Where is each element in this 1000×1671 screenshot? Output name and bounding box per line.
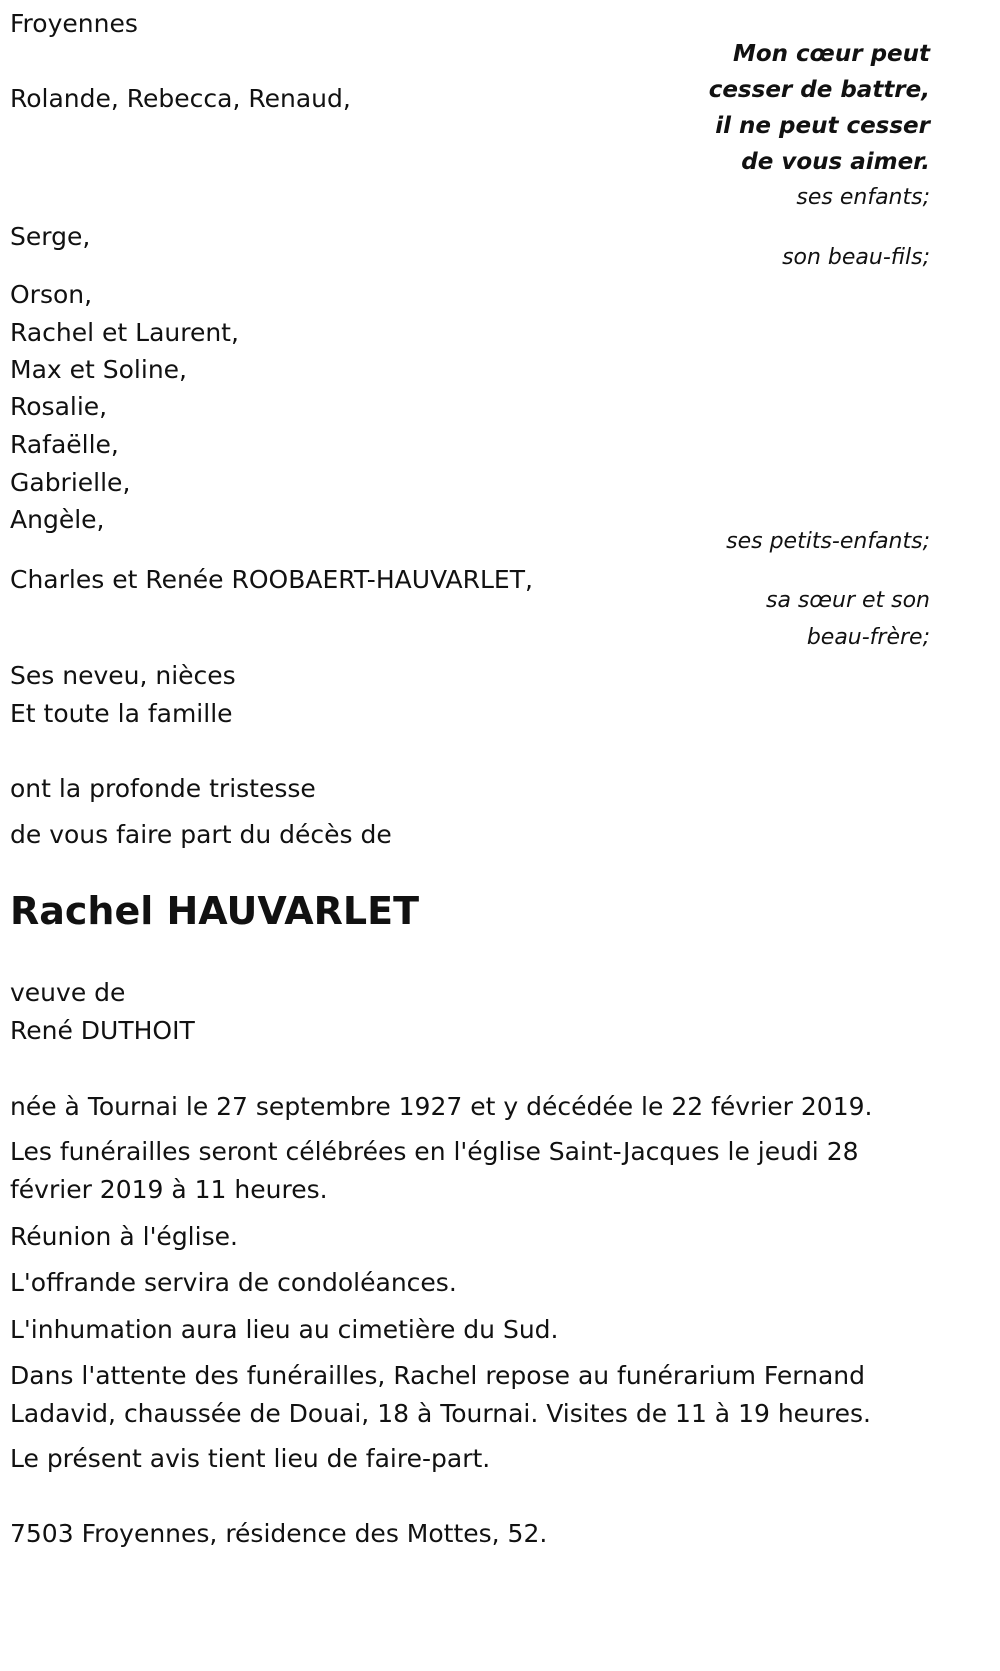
detail-funeral: Les funérailles seront célébrées en l'église Saint-Jacques le jeudi 28 février 2019 à 11 heures. xyxy=(10,1137,859,1204)
sister-names: Charles et Renée ROOBAERT-HAUVARLET, xyxy=(10,565,533,594)
family-line-2: Et toute la famille xyxy=(10,699,233,728)
detail-birth-death: née à Tournai le 27 septembre 1927 et y décédée le 22 février 2019. xyxy=(10,1092,873,1121)
detail-burial: L'inhumation aura lieu au cimetière du Sud. xyxy=(10,1315,559,1344)
detail-notice: Le présent avis tient lieu de faire-part. xyxy=(10,1444,491,1473)
sister-relation-line-2: beau-frère; xyxy=(806,625,930,650)
son-in-law-name: Serge, xyxy=(10,222,91,251)
address: 7503 Froyennes, résidence des Mottes, 52. xyxy=(10,1519,548,1548)
sister-relation-line-1: sa sœur et son xyxy=(765,588,930,613)
grandchildren-relation: ses petits-enfants; xyxy=(726,529,930,554)
detail-offering: L'offrande servira de condoléances. xyxy=(10,1268,457,1297)
spouse-line-1: veuve de xyxy=(10,978,126,1007)
children-relation: ses enfants; xyxy=(796,185,930,210)
announcement-line-2: de vous faire part du décès de xyxy=(10,820,392,849)
grandchild-6: Gabrielle, xyxy=(10,468,131,497)
detail-visitation: Dans l'attente des funérailles, Rachel repose au funérarium Fernand Ladavid, chaussée de Douai, 18 à Tournai. Visites de 11 à 19 heures. xyxy=(10,1361,871,1428)
grandchild-1: Orson, xyxy=(10,280,93,309)
grandchild-5: Rafaëlle, xyxy=(10,430,119,459)
detail-meeting: Réunion à l'église. xyxy=(10,1222,238,1251)
quote-line-2: cesser de battre, xyxy=(708,77,930,103)
children-names: Rolande, Rebecca, Renaud, xyxy=(10,84,351,113)
place: Froyennes xyxy=(10,9,138,38)
son-in-law-relation: son beau-fils; xyxy=(782,245,930,270)
deceased-name: Rachel HAUVARLET xyxy=(10,889,420,933)
grandchild-3: Max et Soline, xyxy=(10,355,187,384)
quote-line-4: de vous aimer. xyxy=(741,149,930,175)
family-line-1: Ses neveu, nièces xyxy=(10,661,236,690)
grandchild-7: Angèle, xyxy=(10,505,105,534)
grandchild-2: Rachel et Laurent, xyxy=(10,318,239,347)
quote-line-1: Mon cœur peut xyxy=(732,41,930,67)
grandchild-4: Rosalie, xyxy=(10,392,108,421)
spouse-line-2: René DUTHOIT xyxy=(10,1016,195,1045)
announcement-line-1: ont la profonde tristesse xyxy=(10,774,316,803)
quote-line-3: il ne peut cesser xyxy=(715,113,930,139)
